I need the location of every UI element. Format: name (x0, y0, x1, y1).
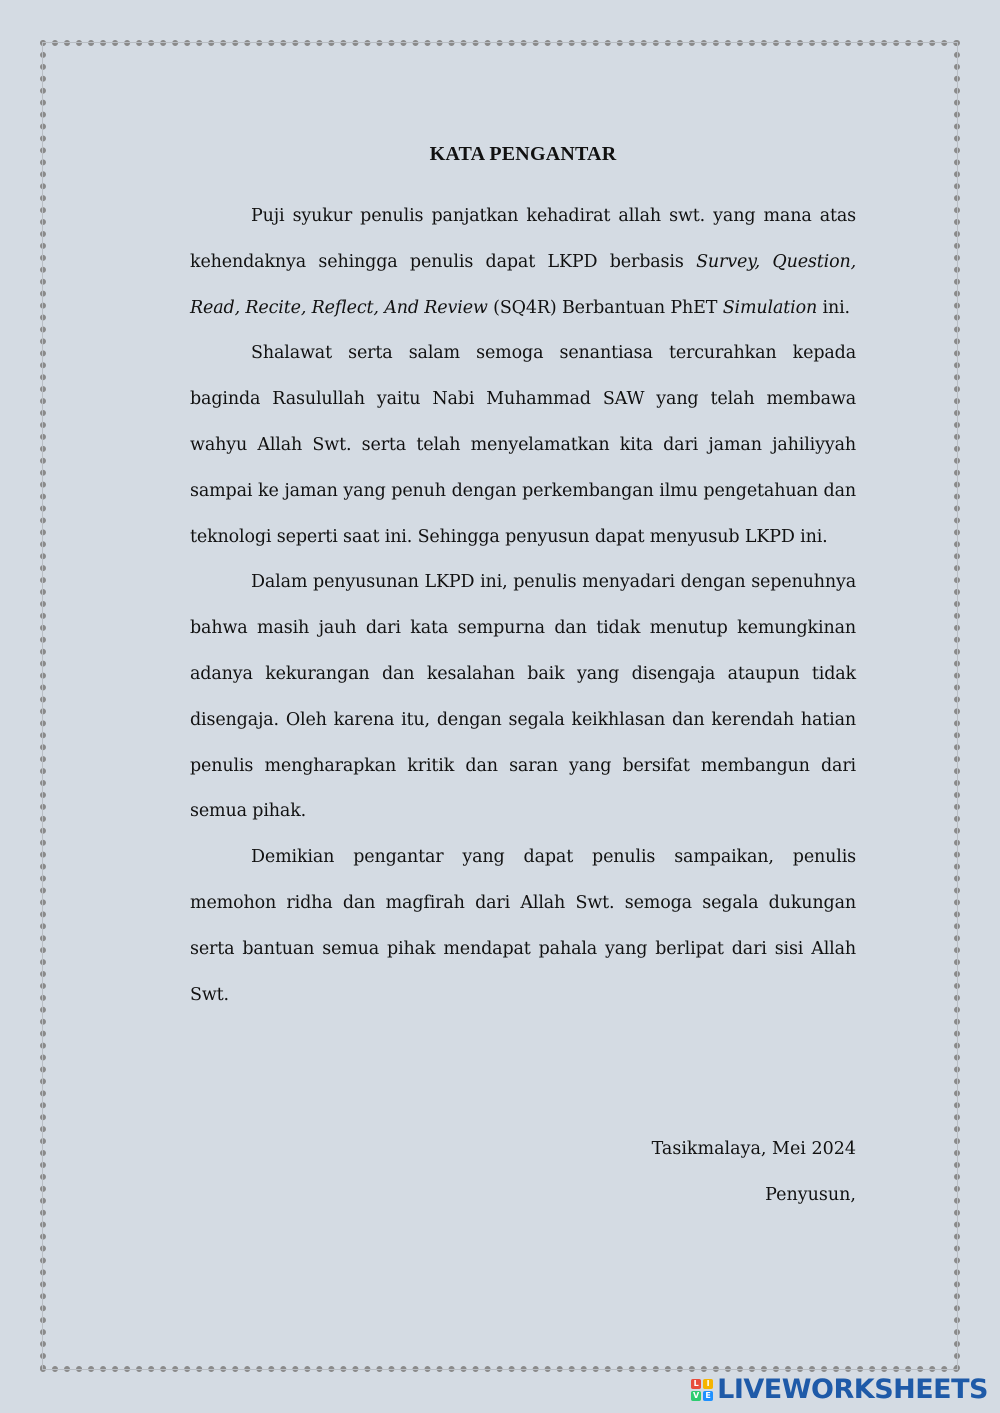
text-run: Dalam penyusunan LKPD ini, penulis menyadari dengan sepenuhnya bahwa masih jauh dari kata sempurna dan tidak menutup kemungkinan adanya kekurangan dan kesalahan baik yang disengaja ataupun tidak disengaja. Oleh karena itu, dengan segala keikhlasan dan kerendah hatian penulis mengharapkan kritik dan saran yang bersifat membangun dari semua pihak. (190, 572, 856, 822)
page-title: KATA PENGANTAR (429, 143, 617, 165)
paragraph-1 (190, 194, 856, 331)
text-run: Shalawat serta salam semoga senantiasa tercurahkan kepada baginda Rasulullah yaitu Nabi Muhammad SAW yang telah membawa wahyu Allah Swt. serta telah menyelamatkan kita dari jaman jahiliyyah sampai ke jaman yang penuh dengan perkembangan ilmu pengetahuan dan teknologi seperti saat ini. Sehingga penyusun dapat menyusub LKPD ini. (190, 343, 856, 547)
italic-run: Survey, Question, Read, Recite, Reflect, And Review (190, 251, 856, 318)
paragraph-3 (190, 560, 856, 835)
logo-tile: I (703, 1379, 713, 1389)
logo-tile: L (691, 1379, 701, 1389)
text-run: Puji syukur penulis panjatkan kehadirat allah swt. yang mana atas kehendaknya sehingga penulis dapat LKPD berbasis (190, 206, 856, 272)
paragraph-2 (190, 331, 856, 560)
text-run: (SQ4R) Berbantuan PhET (487, 297, 723, 318)
liveworksheets-logo-icon (691, 1379, 713, 1401)
signature-block (652, 1126, 856, 1218)
document-content (190, 138, 856, 1018)
italic-run: Simulation (722, 297, 818, 318)
paragraph-4 (190, 835, 856, 1018)
brand-text: LIVEWORKSHEETS (717, 1374, 988, 1405)
signature-place-date: Tasikmalaya, Mei 2024 (651, 1139, 856, 1159)
paragraph-list (190, 194, 856, 1018)
signature-role: Penyusun, (765, 1185, 856, 1205)
liveworksheets-brand (691, 1374, 988, 1405)
logo-tile: E (703, 1391, 713, 1401)
text-run: ini. (817, 297, 850, 318)
text-run: Demikian pengantar yang dapat penulis sampaikan, penulis memohon ridha dan magfirah dari Allah Swt. semoga segala dukungan serta bantuan semua pihak mendapat pahala yang berlipat dari sisi Allah Swt. (190, 847, 856, 1005)
logo-tile: V (693, 1390, 700, 1400)
